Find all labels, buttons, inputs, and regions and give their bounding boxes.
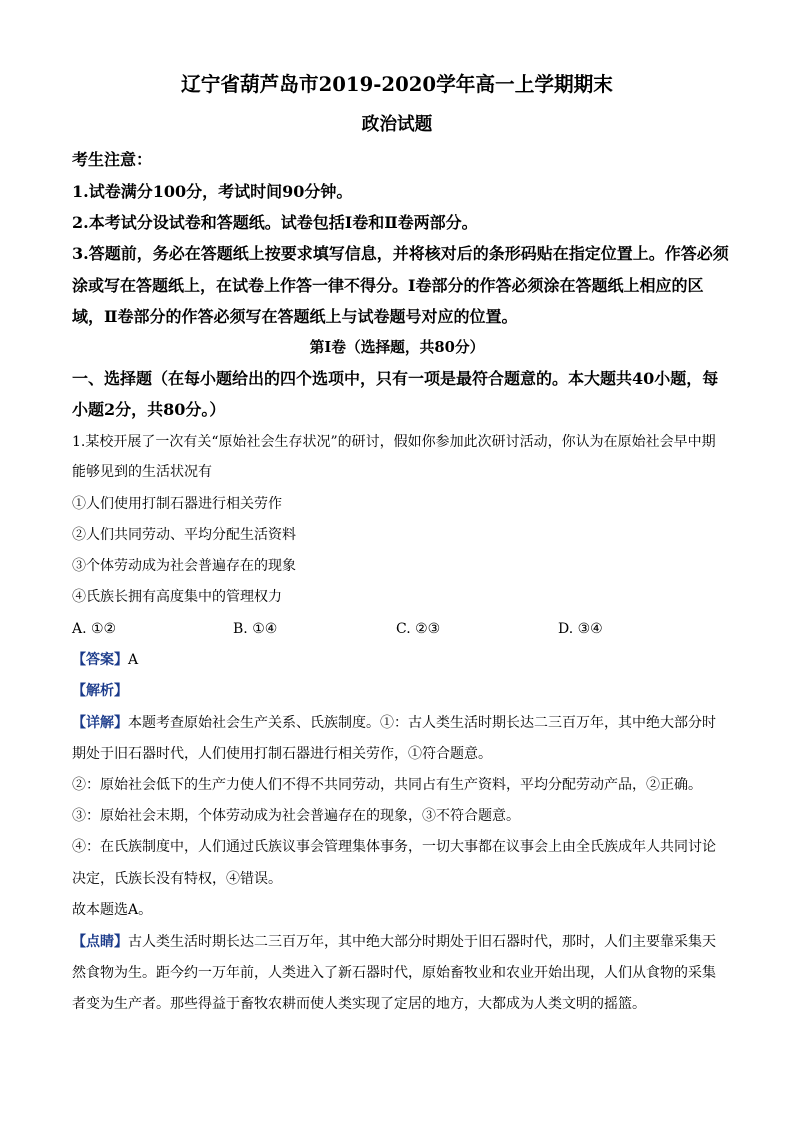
detail-text: ②：原始社会低下的生产力使人们不得不共同劳动，共同占有生产资料，平均分配劳动产品，②正确。 (72, 777, 702, 793)
tip-text: 者变为生产者。那些得益于畜牧农耕而使人类实现了定居的地方，大都成为人类文明的摇篮。 (72, 996, 646, 1012)
section-instructions: 小题2分，共80分。） (72, 400, 226, 419)
tip-text: 然食物为生。距今约一万年前，人类进入了新石器时代，原始畜牧业和农业开始出现，人们从食物的采集 (72, 965, 716, 981)
question-statement: ③个体劳动成为社会普遍存在的现象 (72, 558, 296, 574)
detail-label: 【详解】 (72, 715, 128, 731)
option-d: D. ③④ (558, 621, 603, 637)
exam-subject: 政治试题 (361, 114, 433, 135)
question-statement: ④氏族长拥有高度集中的管理权力 (72, 589, 282, 605)
tip-label: 【点睛】 (72, 934, 128, 950)
question-statement: ②人们共同劳动、平均分配生活资料 (72, 527, 296, 543)
answer-line (72, 653, 138, 667)
tip-text: 古人类生活时期长达二三百万年，其中绝大部分时期处于旧石器时代，那时，人们主要靠采集天 (128, 934, 716, 950)
option-b: B. ①④ (233, 621, 278, 637)
detail-line (72, 716, 716, 730)
detail-text: 决定，氏族长没有特权，④错误。 (72, 871, 282, 887)
answer-label: 【答案】 (72, 652, 128, 668)
notice-heading: 考生注意： (72, 150, 153, 169)
notice-item: 3.答题前，务必在答题纸上按要求填写信息，并将核对后的条形码贴在指定位置上。作答必须 (72, 244, 729, 263)
exam-title: 辽宁省葫芦岛市2019-2020学年高一上学期期末 (181, 72, 613, 96)
question-stem: 1.某校开展了一次有关“原始社会生存状况”的研讨，假如你参加此次研讨活动，你认为在原始社会早中期 (72, 434, 716, 450)
analysis-label: 【解析】 (72, 683, 128, 699)
tip-line (72, 935, 716, 949)
notice-item: 2.本考试分设试卷和答题纸。试卷包括Ⅰ卷和Ⅱ卷两部分。 (72, 213, 478, 232)
detail-text: 期处于旧石器时代，人们使用打制石器进行相关劳作，①符合题意。 (72, 746, 492, 762)
analysis-line (72, 684, 128, 698)
notice-item: 涂或写在答题纸上，在试卷上作答一律不得分。Ⅰ卷部分的作答必须涂在答题纸上相应的区 (72, 276, 704, 295)
detail-text: ④：在氏族制度中，人们通过氏族议事会管理集体事务，一切大事都在议事会上由全氏族成年人共同讨论 (72, 839, 716, 855)
notice-item: 域，Ⅱ卷部分的作答必须写在答题纸上与试卷题号对应的位置。 (72, 307, 518, 326)
conclusion-text: 故本题选A。 (72, 902, 153, 918)
question-stem: 能够见到的生活状况有 (72, 464, 212, 480)
detail-text: ③：原始社会末期，个体劳动成为社会普遍存在的现象，③不符合题意。 (72, 808, 520, 824)
option-a: A. ①② (72, 621, 117, 637)
section-title: 第Ⅰ卷（选择题，共80分） (309, 338, 485, 356)
notice-item: 1.试卷满分100分，考试时间90分钟。 (72, 182, 353, 201)
option-c: C. ②③ (396, 621, 441, 637)
answer-value: A (128, 652, 139, 668)
question-statement: ①人们使用打制石器进行相关劳作 (72, 496, 282, 512)
detail-text: 本题考查原始社会生产关系、氏族制度。①：古人类生活时期长达二三百万年，其中绝大部分时 (128, 715, 716, 731)
section-instructions: 一、选择题（在每小题给出的四个选项中，只有一项是最符合题意的。本大题共40小题，每 (72, 369, 719, 388)
